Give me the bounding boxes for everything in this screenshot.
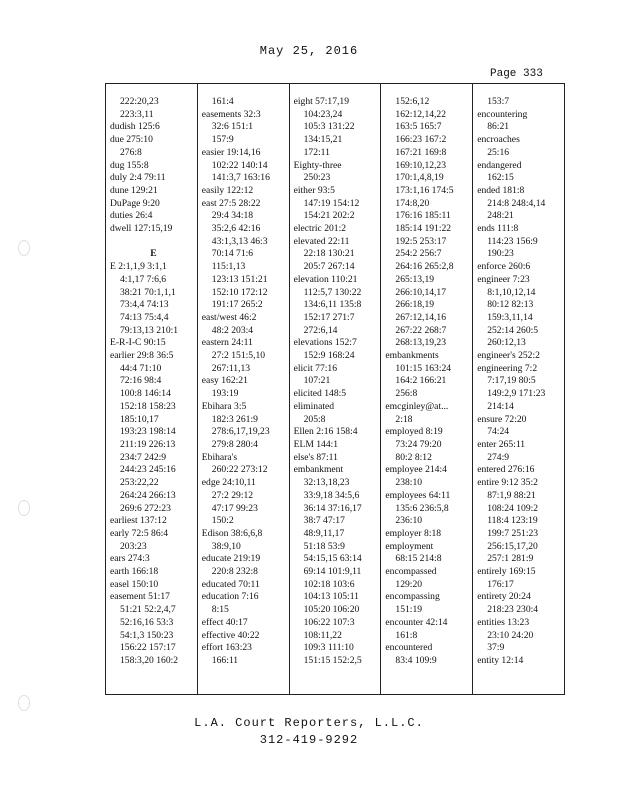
index-entry: 27:2 151:5,10 <box>211 350 266 362</box>
index-entry: 276:8 <box>120 146 142 158</box>
index-entry: enter 265:11 <box>477 438 526 450</box>
index-entry: entire 9:12 35:2 <box>477 477 538 489</box>
index-entry: ELM 144:1 <box>293 438 339 450</box>
index-entry: 115:1,13 <box>211 261 246 273</box>
index-entry: 141:3,7 163:16 <box>211 172 270 184</box>
index-entry: 185:10,17 <box>120 413 159 425</box>
index-entry: 114:23 156:9 <box>487 235 538 247</box>
index-entry: Ellen 2:16 158:4 <box>293 426 358 438</box>
index-entry: encountered <box>385 642 433 654</box>
index-entry: 162:15 <box>487 172 514 184</box>
index-entry: elevated 22:11 <box>293 235 350 247</box>
index-entry: 193:19 <box>211 388 239 400</box>
index-entry: 70:14 71:6 <box>211 248 254 260</box>
index-column-5 <box>472 84 564 694</box>
index-entry: 129:20 <box>395 578 423 590</box>
index-entry: 123:13 151:21 <box>211 273 268 285</box>
index-entry: 29:4 34:18 <box>211 210 254 222</box>
index-column-1 <box>106 84 197 694</box>
index-entry: 38:7 47:17 <box>303 515 345 527</box>
index-entry: 105:3 131:22 <box>303 121 355 133</box>
index-entry: Ebihara's <box>201 451 238 463</box>
index-entry: 274:9 <box>487 451 510 463</box>
index-entry: 100:8 146:14 <box>120 388 171 400</box>
index-entry: 244:23 245:16 <box>120 464 176 476</box>
index-entry: 102:22 140:14 <box>211 159 268 171</box>
index-entry: 248:21 <box>487 210 514 222</box>
index-entry: 266:10,14,17 <box>395 286 447 298</box>
index-entry: education 7:16 <box>201 591 259 603</box>
index-entry: 170:1,4,8,19 <box>395 172 444 184</box>
index-entry: entities 13:23 <box>477 616 530 628</box>
index-entry: easier 19:14,16 <box>201 146 261 158</box>
index-entry: earliest 137:12 <box>110 515 167 527</box>
index-entry: 152:6,12 <box>395 96 430 107</box>
index-entry: 252:14 260:5 <box>487 324 539 336</box>
index-entry: 25:16 <box>487 146 510 158</box>
index-entry: 72:16 98:4 <box>120 375 162 387</box>
index-entry: 108:24 109:2 <box>487 502 539 514</box>
index-entry: eliminated <box>293 400 335 412</box>
index-entry: 43:1,3,13 46:3 <box>211 235 268 247</box>
index-entry: 23:10 24:20 <box>487 629 534 641</box>
index-entry: 176:17 <box>487 578 514 590</box>
index-entry: 164:2 166:21 <box>395 375 447 387</box>
index-entry: 105:20 106:20 <box>303 604 360 616</box>
index-entry: 162:12,14,22 <box>395 108 447 120</box>
index-entry: 163:5 165:7 <box>395 121 442 133</box>
index-entry: 48:9,11,17 <box>303 527 345 539</box>
index-entry: employees 64:11 <box>385 489 451 501</box>
index-entry: 47:17 99:23 <box>211 502 258 514</box>
index-entry: 107:21 <box>303 375 331 387</box>
index-entry: 222:20,23 <box>120 96 159 107</box>
index-entry: 174:8,20 <box>395 197 430 209</box>
index-entry: 87:1,9 88:21 <box>487 489 536 501</box>
index-entry: 152:18 158:23 <box>120 400 176 412</box>
index-entry: else's 87:11 <box>293 451 338 463</box>
index-entry: Eighty-three <box>293 159 342 171</box>
index-entry: 176:16 185:11 <box>395 210 451 222</box>
index-entry: 199:7 251:23 <box>487 527 539 539</box>
index-entry: ends 111:8 <box>477 223 519 235</box>
index-entry: 267:22 268:7 <box>395 324 447 336</box>
index-entry: 256:8 <box>395 388 418 400</box>
index-entry: elicit 77:16 <box>293 362 338 374</box>
index-entry: encounter 42:14 <box>385 616 448 628</box>
index-entry: Edison 38:6,6,8 <box>201 527 263 539</box>
index-entry: 54:15,15 63:14 <box>303 553 362 565</box>
index-entry: 205:8 <box>303 413 326 425</box>
index-entry: eastern 24:11 <box>201 337 253 349</box>
index-entry: 161:8 <box>395 629 418 641</box>
index-entry: entirety 20:24 <box>477 591 531 603</box>
index-entry: eight 57:17,19 <box>293 96 350 107</box>
index-entry: 147:19 154:12 <box>303 197 360 209</box>
index-entry: effort 163:23 <box>201 642 252 654</box>
index-entry: 205:7 267:14 <box>303 261 355 273</box>
index-entry: east 27:5 28:22 <box>201 197 261 209</box>
index-entry: 48:2 203:4 <box>211 324 254 336</box>
index-entry: 264:24 266:13 <box>120 489 176 501</box>
index-entry: ended 181:8 <box>477 184 525 196</box>
index-entry: 134:15,21 <box>303 134 343 146</box>
index-entry: dug 155:8 <box>110 159 149 171</box>
index-entry: educated 70:11 <box>201 578 260 590</box>
transcript-date: May 25, 2016 <box>259 44 359 58</box>
index-entry: 44:4 71:10 <box>120 362 162 374</box>
index-entry: 38:9,10 <box>211 540 241 552</box>
index-entry: 279:8 280:4 <box>211 438 258 450</box>
index-entry: 166:23 167:2 <box>395 134 447 146</box>
index-entry: effective 40:22 <box>201 629 260 641</box>
page-number: Page 333 <box>490 68 543 80</box>
index-entry: 260:22 273:12 <box>211 464 268 476</box>
index-entry: 151:19 <box>395 604 423 616</box>
index-entry <box>110 236 197 249</box>
index-entry: Ebihara 3:5 <box>201 400 247 412</box>
index-entry: 257:1 281:9 <box>487 553 534 565</box>
index-entry: 37:9 <box>487 642 505 654</box>
index-entry: 267:12,14,16 <box>395 311 447 323</box>
index-entry: duties 26:4 <box>110 210 153 222</box>
index-entry: elicited 148:5 <box>293 388 347 400</box>
index-entry: earlier 29:8 36:5 <box>110 350 174 362</box>
index-entry: 173:1,16 174:5 <box>395 184 454 196</box>
index-entry: 104:23,24 <box>303 108 343 120</box>
index-entry: 149:2,9 171:23 <box>487 388 546 400</box>
index-entry: 112:5,7 130:22 <box>303 286 362 298</box>
index-entry: 250:23 <box>303 172 331 184</box>
index-entry: 151:15 152:2,5 <box>303 654 362 666</box>
index-entry: employee 214:4 <box>385 464 447 476</box>
index-entry: 152:17 271:7 <box>303 311 355 323</box>
index-entry: 150:2 <box>211 515 234 527</box>
punch-hole <box>18 500 30 516</box>
index-entry: 101:15 163:24 <box>395 362 452 374</box>
index-entry: 118:4 123:19 <box>487 515 538 527</box>
index-entry: 8:15 <box>211 604 229 616</box>
index-entry: 254:2 256:7 <box>395 248 442 260</box>
index-entry: 102:18 103:6 <box>303 578 355 590</box>
index-entry: 158:3,20 160:2 <box>120 654 179 666</box>
index-entry: dune 129:21 <box>110 184 158 196</box>
index-entry: effect 40:17 <box>201 616 248 628</box>
index-entry: 152:9 168:24 <box>303 350 355 362</box>
index-entry: employed 8:19 <box>385 426 443 438</box>
index-entry: employer 8:18 <box>385 527 442 539</box>
word-index-table <box>105 83 565 695</box>
punch-hole <box>18 695 30 711</box>
index-entry: 104:13 105:11 <box>303 591 359 603</box>
index-column-4 <box>380 84 472 694</box>
index-entry: 192:5 253:17 <box>395 235 447 247</box>
index-entry: 172:11 <box>303 146 330 158</box>
punch-hole <box>18 240 30 256</box>
index-entry: engineering 7:2 <box>477 362 538 374</box>
index-entry: either 93:5 <box>293 184 335 196</box>
index-entry: ensure 72:20 <box>477 413 527 425</box>
index-entry: 74:24 <box>487 426 510 438</box>
index-entry: easily 122:12 <box>201 184 254 196</box>
index-entry: 51:21 52:2,4,7 <box>120 604 176 616</box>
index-entry: 73:24 79:20 <box>395 438 442 450</box>
index-entry: 278:6,17,19,23 <box>211 426 270 438</box>
index-entry: easements 32:3 <box>201 108 261 120</box>
index-entry: entered 276:16 <box>477 464 535 476</box>
index-entry: 238:10 <box>395 477 423 489</box>
index-entry: 182:3 261:9 <box>211 413 258 425</box>
court-reporter-phone: 312-419-9292 <box>259 733 359 747</box>
index-entry: 52:16,16 53:3 <box>120 616 174 628</box>
index-entry: 211:19 226:13 <box>120 438 176 450</box>
index-entry: 7:17,19 80:5 <box>487 375 536 387</box>
index-entry: 35:2,6 42:16 <box>211 223 261 235</box>
index-entry: earth 166:18 <box>110 566 159 578</box>
index-entry: 79:13,13 210:1 <box>120 324 179 336</box>
index-entry: 86:21 <box>487 121 510 133</box>
index-entry: electric 201:2 <box>293 223 347 235</box>
index-entry: 32:13,18,23 <box>303 477 350 489</box>
index-entry: E 2:1,1,9 3:1,1 <box>110 261 167 273</box>
index-entry: dwell 127:15,19 <box>110 223 173 235</box>
index-entry: 218:23 230:4 <box>487 604 539 616</box>
index-entry: 223:3,11 <box>120 108 154 120</box>
index-entry: 154:21 202:2 <box>303 210 355 222</box>
index-entry: engineer's 252:2 <box>477 350 540 362</box>
index-entry: 22:18 130:21 <box>303 248 355 260</box>
index-entry: 108:11,22 <box>303 629 342 641</box>
index-entry: embankments <box>385 350 439 362</box>
index-entry: ears 274:3 <box>110 553 150 565</box>
index-entry: 214:14 <box>487 400 514 412</box>
index-entry: encountering <box>477 108 528 120</box>
index-entry: 264:16 265:2,8 <box>395 261 454 273</box>
index-entry: east/west 46:2 <box>201 311 257 323</box>
index-entry: elevations 152:7 <box>293 337 357 349</box>
index-entry: encroaches <box>477 134 520 146</box>
index-entry: 80:2 8:12 <box>395 451 432 463</box>
index-entry: 191:17 265:2 <box>211 299 263 311</box>
index-entry: 152:10 172:12 <box>211 286 268 298</box>
index-entry: 69:14 101:9,11 <box>303 566 362 578</box>
index-entry: 80:12 82:13 <box>487 299 534 311</box>
index-entry: dudish 125:6 <box>110 121 160 133</box>
letter-section-header: E <box>150 248 157 260</box>
index-entry: employment <box>385 540 434 552</box>
index-entry: encompassed <box>385 566 437 578</box>
index-entry: 74:13 75:4,4 <box>120 311 169 323</box>
index-column-2 <box>197 84 289 694</box>
index-entry: 167:21 169:8 <box>395 146 447 158</box>
index-entry: endangered <box>477 159 522 171</box>
index-entry: 83:4 109:9 <box>395 654 437 666</box>
index-entry: E-R-I-C 90:15 <box>110 337 166 349</box>
index-entry: 236:10 <box>395 515 423 527</box>
index-entry: 267:11,13 <box>211 362 251 374</box>
index-entry: 265:13,19 <box>395 273 435 285</box>
index-entry: 2:18 <box>395 413 413 425</box>
index-entry: 54:1,3 150:23 <box>120 629 174 641</box>
index-entry: emcginley@at... <box>385 400 449 412</box>
index-entry: 73:4,4 74:13 <box>120 299 169 311</box>
index-entry: 161:4 <box>211 96 234 107</box>
index-entry: 220:8 232:8 <box>211 566 258 578</box>
index-entry: 166:11 <box>211 654 239 666</box>
index-entry: 109:3 111:10 <box>303 642 354 654</box>
index-entry: DuPage 9:20 <box>110 197 160 209</box>
index-entry: 203:23 <box>120 540 147 552</box>
index-entry: 159:3,11,14 <box>487 311 533 323</box>
index-entry: entirely 169:15 <box>477 566 536 578</box>
index-entry: duly 2:4 79:11 <box>110 172 166 184</box>
index-entry: enforce 260:6 <box>477 261 531 273</box>
index-entry: 266:18,19 <box>395 299 435 311</box>
index-entry: 156:22 157:17 <box>120 642 176 654</box>
index-entry: 272:6,14 <box>303 324 338 336</box>
index-entry: 8:1,10,12,14 <box>487 286 536 298</box>
index-entry: engineer 7:23 <box>477 273 530 285</box>
index-entry: 268:13,19,23 <box>395 337 447 349</box>
index-entry: encompassing <box>385 591 440 603</box>
index-entry: educate 219:19 <box>201 553 261 565</box>
court-reporter-name: L.A. Court Reporters, L.L.C. <box>194 716 424 730</box>
index-entry: 260:12,13 <box>487 337 526 349</box>
index-entry: 135:6 236:5,8 <box>395 502 449 514</box>
index-column-3 <box>289 84 381 694</box>
index-entry: 193:23 198:14 <box>120 426 176 438</box>
index-entry: 269:6 272:23 <box>120 502 171 514</box>
index-entry: 36:14 37:16,17 <box>303 502 362 514</box>
index-entry: 106:22 107:3 <box>303 616 355 628</box>
index-entry: easy 162:21 <box>201 375 248 387</box>
index-entry: 134:6,11 135:8 <box>303 299 362 311</box>
index-entry: 153:7 <box>487 96 510 107</box>
index-entry: embankment <box>293 464 344 476</box>
index-entry: 190:23 <box>487 248 514 260</box>
index-entry: 214:8 248:4,14 <box>487 197 546 209</box>
index-entry: 51:18 53:9 <box>303 540 345 552</box>
index-entry: 185:14 191:22 <box>395 223 452 235</box>
index-entry: easement 51:17 <box>110 591 170 603</box>
index-entry: 68:15 214:8 <box>395 553 442 565</box>
index-entry: 32:6 151:1 <box>211 121 254 133</box>
index-entry: 256:15,17,20 <box>487 540 538 552</box>
index-entry: elevation 110:21 <box>293 273 358 285</box>
index-entry: entity 12:14 <box>477 654 524 666</box>
index-entry: 253:22,22 <box>120 477 159 489</box>
index-entry: 169:10,12,23 <box>395 159 447 171</box>
index-entry: due 275:10 <box>110 134 153 146</box>
index-entry: easel 150:10 <box>110 578 159 590</box>
index-entry: 4:1,17 7:6,6 <box>120 273 167 285</box>
index-entry: 38:21 70:1,1,1 <box>120 286 176 298</box>
index-entry: 27:2 29:12 <box>211 489 254 501</box>
index-entry: early 72:5 86:4 <box>110 527 169 539</box>
index-entry: 234:7 242:9 <box>120 451 167 463</box>
index-entry: 33:9,18 34:5,6 <box>303 489 360 501</box>
index-entry: edge 24:10,11 <box>201 477 256 489</box>
index-entry: 157:9 <box>211 134 234 146</box>
